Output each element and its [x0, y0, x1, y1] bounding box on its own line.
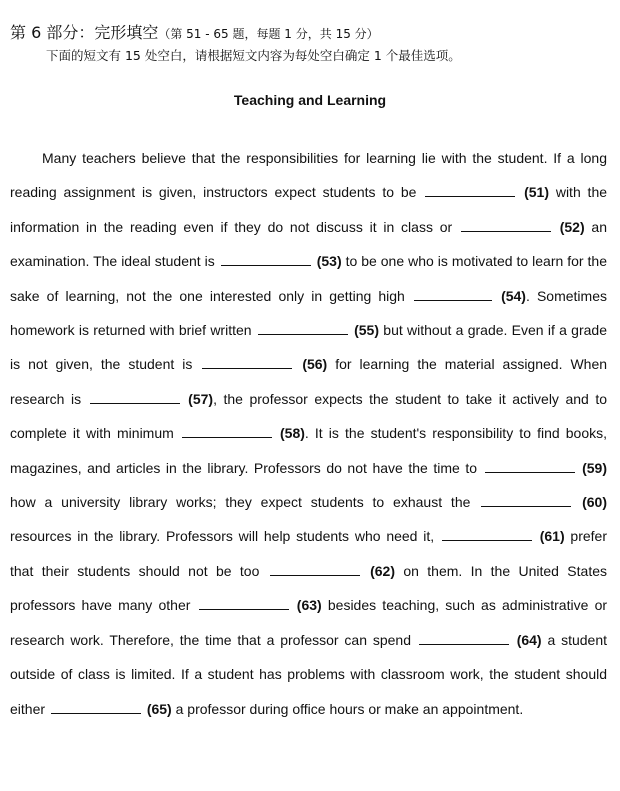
- blank-number: (56): [302, 356, 328, 373]
- text-segment: , the professor expects the student to take it actively and to complete it with minimum: [10, 390, 608, 442]
- text-segment: a professor during office hours or make an appointment.: [171, 700, 524, 717]
- blank-line: [51, 712, 141, 714]
- blank-number: (59): [582, 459, 608, 476]
- blank-line: [221, 264, 311, 266]
- blank-number: (52): [559, 218, 585, 235]
- blank-line: [182, 436, 272, 438]
- blank-number: (55): [354, 322, 380, 339]
- blank-number: (65): [146, 700, 172, 717]
- blank-number: (51): [524, 184, 549, 201]
- text-segment: resources in the library. Professors will help students who need it,: [10, 528, 440, 545]
- text-segment: a student outside of class is limited. If a student has problems with classroom work, the student should either: [10, 631, 607, 717]
- blank-line: [485, 471, 575, 473]
- blank-line: [90, 402, 180, 404]
- text-segment: on them. In the United States professors have many other: [10, 562, 607, 614]
- blank-number: (62): [370, 562, 395, 579]
- article-title: Teaching and Learning: [233, 92, 387, 108]
- text-segment: besides teaching, such as administrative or research work. Therefore, the time that a professor can spend: [10, 597, 608, 648]
- blank-number: (57): [188, 390, 214, 407]
- text-segment: with the information in the reading even if they do not discuss it in class or: [10, 184, 608, 235]
- text-segment: Many teachers believe that the responsibilities for learning lie with the student. If a long reading assignment is given, instructors expect students to be: [10, 150, 607, 201]
- text-segment: an examination. The ideal student is: [10, 218, 607, 270]
- blank-number: (60): [582, 494, 607, 511]
- blank-line: [419, 643, 509, 645]
- text-segment: but without a grade. Even if a grade is not given, the student is: [10, 322, 607, 373]
- section-header: [10, 20, 379, 43]
- blank-line: [414, 299, 492, 301]
- blank-line: [270, 574, 360, 576]
- blank-number: (58): [280, 425, 305, 442]
- text-segment: how a university library works; they expect students to exhaust the: [10, 494, 480, 511]
- text-segment: prefer that their students should not be too: [10, 528, 608, 579]
- instruction-text: 下面的短文有 15 处空白，请根据短文内容为每处空白确定 1 个最佳选项。: [46, 48, 461, 63]
- section-note: （第 51 - 65 题，每题 1 分，共 15 分）: [158, 27, 379, 41]
- text-segment: . It is the student's responsibility to find books, magazines, and articles in the library. Professors do not have the time to: [10, 425, 608, 476]
- blank-line: [202, 367, 292, 369]
- blank-number: (61): [539, 528, 565, 545]
- blank-number: (53): [316, 253, 342, 270]
- blank-number: (64): [516, 631, 542, 648]
- blank-number: (54): [501, 287, 526, 304]
- article-body: [10, 141, 607, 726]
- text-segment: . Sometimes homework is returned with brief written: [10, 287, 607, 339]
- blank-line: [199, 608, 289, 610]
- text-segment: to be one who is motivated to learn for the sake of learning, not the one interested only in getting high: [10, 253, 608, 304]
- blank-line: [258, 333, 348, 335]
- section-title: 第 6 部分：完形填空: [10, 23, 159, 42]
- text-segment: for learning the material assigned. When research is: [10, 356, 608, 407]
- blank-line: [461, 230, 551, 232]
- blank-line: [442, 539, 532, 541]
- blank-number: (63): [296, 597, 322, 614]
- blank-line: [425, 195, 515, 197]
- blank-line: [481, 505, 571, 507]
